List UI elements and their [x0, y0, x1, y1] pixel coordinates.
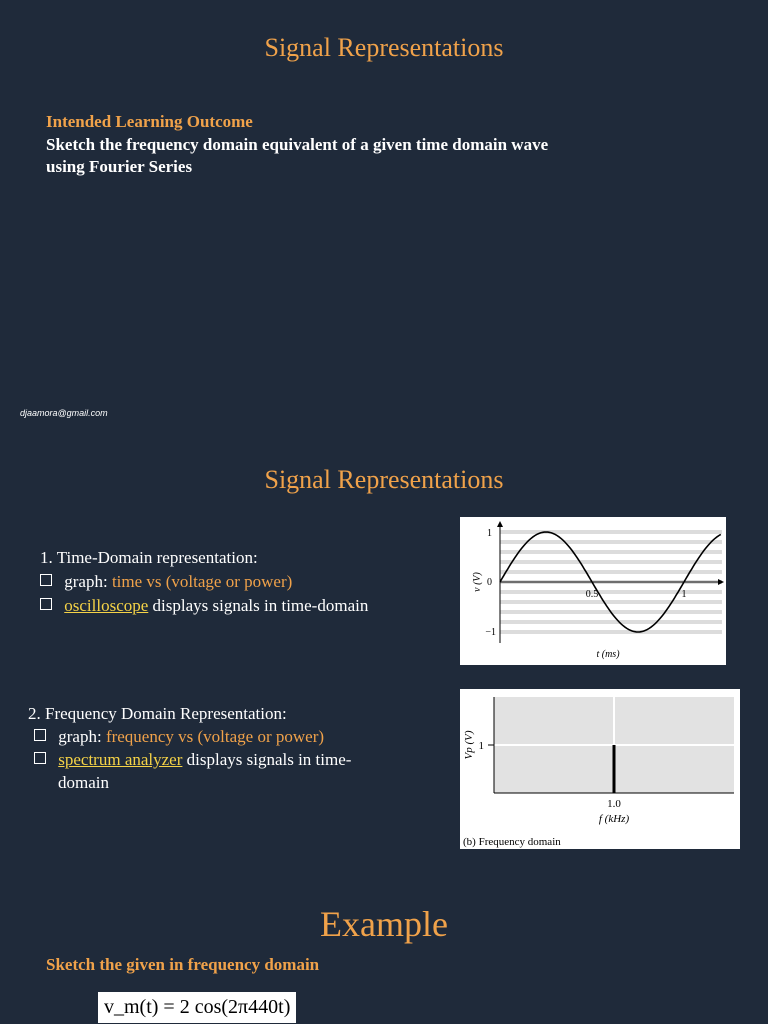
- time-grid-band: [500, 550, 722, 554]
- time-grid-band: [500, 630, 722, 634]
- freq-domain-heading: 2. Frequency Domain Representation:: [28, 704, 287, 723]
- time-ylabel: v (V): [472, 572, 483, 592]
- freq-xlabel: f (kHz): [598, 813, 630, 825]
- time-graph-line: graph: time vs (voltage or power): [40, 570, 292, 593]
- checkbox-bullet-icon: [40, 598, 52, 610]
- checkbox-bullet-icon: [34, 752, 46, 764]
- time-xlabel: t (ms): [596, 649, 620, 660]
- time-domain-svg: [460, 517, 726, 665]
- ilo-line2: using Fourier Series: [46, 157, 193, 176]
- freq-xtick-1-0: 1.0: [607, 798, 621, 810]
- time-domain-heading: 1. Time-Domain representation:: [40, 548, 258, 567]
- ilo-heading: Intended Learning Outcome: [46, 112, 253, 131]
- slide2-title: Signal Representations: [264, 465, 504, 494]
- checkbox-bullet-icon: [34, 729, 46, 741]
- freq-caption: (b) Frequency domain: [463, 836, 561, 848]
- ytick-neg1: −1: [485, 627, 496, 638]
- freq-ylabel: Vp (V): [463, 730, 475, 760]
- ytick-0: 0: [487, 577, 492, 588]
- time-grid-band: [500, 600, 722, 604]
- footer-email: djaamora@gmail.com: [20, 408, 108, 418]
- ytick-1: 1: [487, 528, 492, 539]
- slide3-title: Example: [320, 904, 448, 944]
- spectrum-line-cont: domain: [58, 773, 109, 792]
- freq-domain-chart: [460, 689, 740, 849]
- spectrum-line: spectrum analyzer displays signals in time-: [34, 748, 351, 771]
- freq-graph-axes: frequency vs (voltage or power): [105, 727, 325, 746]
- xtick-0-5: 0.5: [585, 589, 599, 600]
- oscilloscope-line: oscilloscope displays signals in time-domain: [40, 594, 368, 617]
- slide1-title: Signal Representations: [264, 33, 504, 62]
- time-grid-band: [500, 540, 722, 544]
- time-grid-band: [500, 530, 722, 534]
- time-grid-band: [500, 620, 722, 624]
- ilo-line1: Sketch the frequency domain equivalent of a given time domain wave: [46, 135, 549, 154]
- example-prompt: Sketch the given in frequency domain: [46, 955, 320, 974]
- time-graph-axes: time vs (voltage or power): [111, 572, 293, 591]
- time-grid-band: [500, 560, 722, 564]
- oscilloscope-link[interactable]: oscilloscope: [64, 596, 149, 615]
- time-domain-chart: [460, 517, 726, 665]
- spectrum-analyzer-link[interactable]: spectrum analyzer: [58, 750, 183, 769]
- freq-graph-line: graph: frequency vs (voltage or power): [34, 725, 324, 748]
- time-grid-band: [500, 590, 722, 594]
- xtick-1: 1: [681, 589, 687, 600]
- checkbox-bullet-icon: [40, 574, 52, 586]
- freq-domain-svg: [460, 689, 740, 849]
- example-formula: v_m(t) = 2 cos(2π440t): [98, 992, 296, 1023]
- freq-ytick-1: 1: [478, 740, 484, 752]
